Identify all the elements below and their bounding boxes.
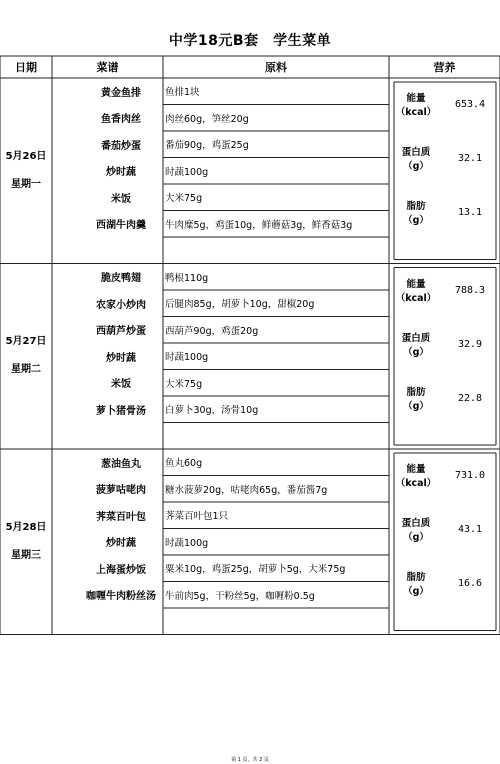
dish-name: 番茄炒蛋 (101, 140, 141, 152)
energy-label: 能量 (406, 464, 426, 475)
energy-unit: （kcal） (395, 107, 437, 118)
weekday-label: 星期一 (11, 178, 41, 190)
ingredient-text: 粟米10g，鸡蛋25g，胡萝卜5g，大米75g (165, 564, 346, 576)
dish-name: 上海蛋炒饭 (96, 564, 146, 576)
dish-name: 黄金鱼排 (101, 87, 141, 99)
ingredient-text: 时蔬100g (165, 166, 209, 178)
ingredient-text: 大米75g (165, 378, 203, 390)
protein-unit: （g） (403, 532, 429, 543)
weekday-label: 星期二 (11, 364, 41, 376)
dish-name: 葱油鱼丸 (101, 458, 141, 470)
fat-value: 22.8 (457, 392, 483, 404)
header-nutrition: 营养 (433, 61, 456, 74)
ingredient-text: 鱼排1块 (165, 87, 200, 99)
page-footer: 第 1 页，共 2 页 (231, 757, 269, 763)
weekday-label: 星期三 (11, 549, 41, 561)
ingredient-text: 白萝卜30g，汤骨10g (165, 405, 259, 417)
dish-name: 脆皮鸭翅 (101, 273, 141, 285)
ingredient-text: 时蔬100g (165, 537, 209, 549)
ingredient-text: 后腿肉85g，胡萝卜10g，甜椒20g (165, 299, 315, 311)
ingredient-text: 糖水菠萝20g，咕咾肉65g，番茄酱7g (165, 484, 328, 496)
ingredient-text: 西葫芦90g，鸡蛋20g (165, 325, 259, 337)
ingredient-text: 牛前肉5g，干粉丝5g，咖喱粉0.5g (165, 590, 315, 602)
dish-name: 炒时蔬 (106, 167, 136, 179)
dish-name (80, 608, 162, 635)
dish-name: 炒时蔬 (106, 538, 136, 550)
ingredient-text: 时蔬100g (165, 352, 209, 364)
dish-name: 鱼香肉丝 (101, 114, 141, 126)
energy-value: 653.4 (454, 99, 486, 110)
date-label: 5月27日 (5, 336, 47, 348)
dish-name: 炒时蔬 (106, 352, 136, 364)
ingredient-text: 大米75g (165, 193, 203, 205)
date-label: 5月28日 (5, 521, 47, 533)
fat-value: 16.6 (457, 578, 483, 589)
fat-unit: （g） (403, 215, 429, 226)
protein-value: 43.1 (457, 524, 483, 535)
ingredient-text: 鸭根110g (165, 272, 209, 284)
dish-name (80, 237, 162, 264)
ingredient-text (165, 608, 387, 635)
protein-label: 蛋白质 (401, 332, 431, 344)
dish-name: 农家小炒肉 (96, 299, 146, 311)
dish-name: 菠萝咕咾肉 (96, 485, 146, 497)
energy-value: 731.0 (454, 470, 486, 481)
date-label: 5月26日 (5, 150, 47, 162)
dish-name: 荠菜百叶包 (96, 511, 146, 523)
protein-label: 蛋白质 (401, 147, 431, 158)
protein-value: 32.1 (457, 153, 483, 164)
ingredient-text: 荠菜百叶包1只 (165, 511, 229, 523)
ingredient-text: 番茄90g，鸡蛋25g (165, 140, 249, 152)
energy-label: 能量 (406, 278, 426, 290)
ingredient-text (165, 237, 387, 264)
dish-name: 西湖牛肉羹 (96, 220, 146, 232)
page-title: 中学18元B套 学生菜单 (168, 33, 332, 49)
fat-label: 脂肪 (406, 386, 426, 398)
fat-label: 脂肪 (406, 201, 426, 212)
protein-value: 32.9 (457, 338, 483, 350)
fat-unit: （g） (403, 586, 429, 597)
fat-unit: （g） (403, 400, 429, 412)
header-date: 日期 (15, 61, 37, 74)
ingredient-text: 牛肉糜5g，鸡蛋10g，鲜蘑菇3g，鲜香菇3g (165, 219, 353, 231)
energy-unit: （kcal） (395, 478, 437, 489)
energy-label: 能量 (406, 93, 426, 104)
header-dish: 菜谱 (96, 61, 119, 74)
dish-name: 米饭 (111, 379, 131, 391)
protein-unit: （g） (403, 161, 429, 172)
dish-name: 萝卜猪骨汤 (96, 405, 146, 417)
protein-label: 蛋白质 (401, 518, 431, 529)
energy-unit: （kcal） (395, 292, 437, 304)
dish-name: 咖喱牛肉粉丝汤 (86, 591, 156, 603)
dish-name: 米饭 (111, 193, 131, 205)
fat-value: 13.1 (457, 207, 483, 218)
dish-name (80, 423, 162, 450)
ingredient-text: 肉丝60g，笋丝20g (165, 113, 249, 125)
fat-label: 脂肪 (406, 572, 426, 583)
energy-value: 788.3 (454, 284, 486, 296)
protein-unit: （g） (403, 346, 429, 358)
ingredient-text (165, 423, 387, 450)
header-ingredients: 原料 (265, 61, 287, 74)
ingredient-text: 鱼丸60g (165, 458, 203, 470)
dish-name: 西葫芦炒蛋 (96, 326, 146, 338)
